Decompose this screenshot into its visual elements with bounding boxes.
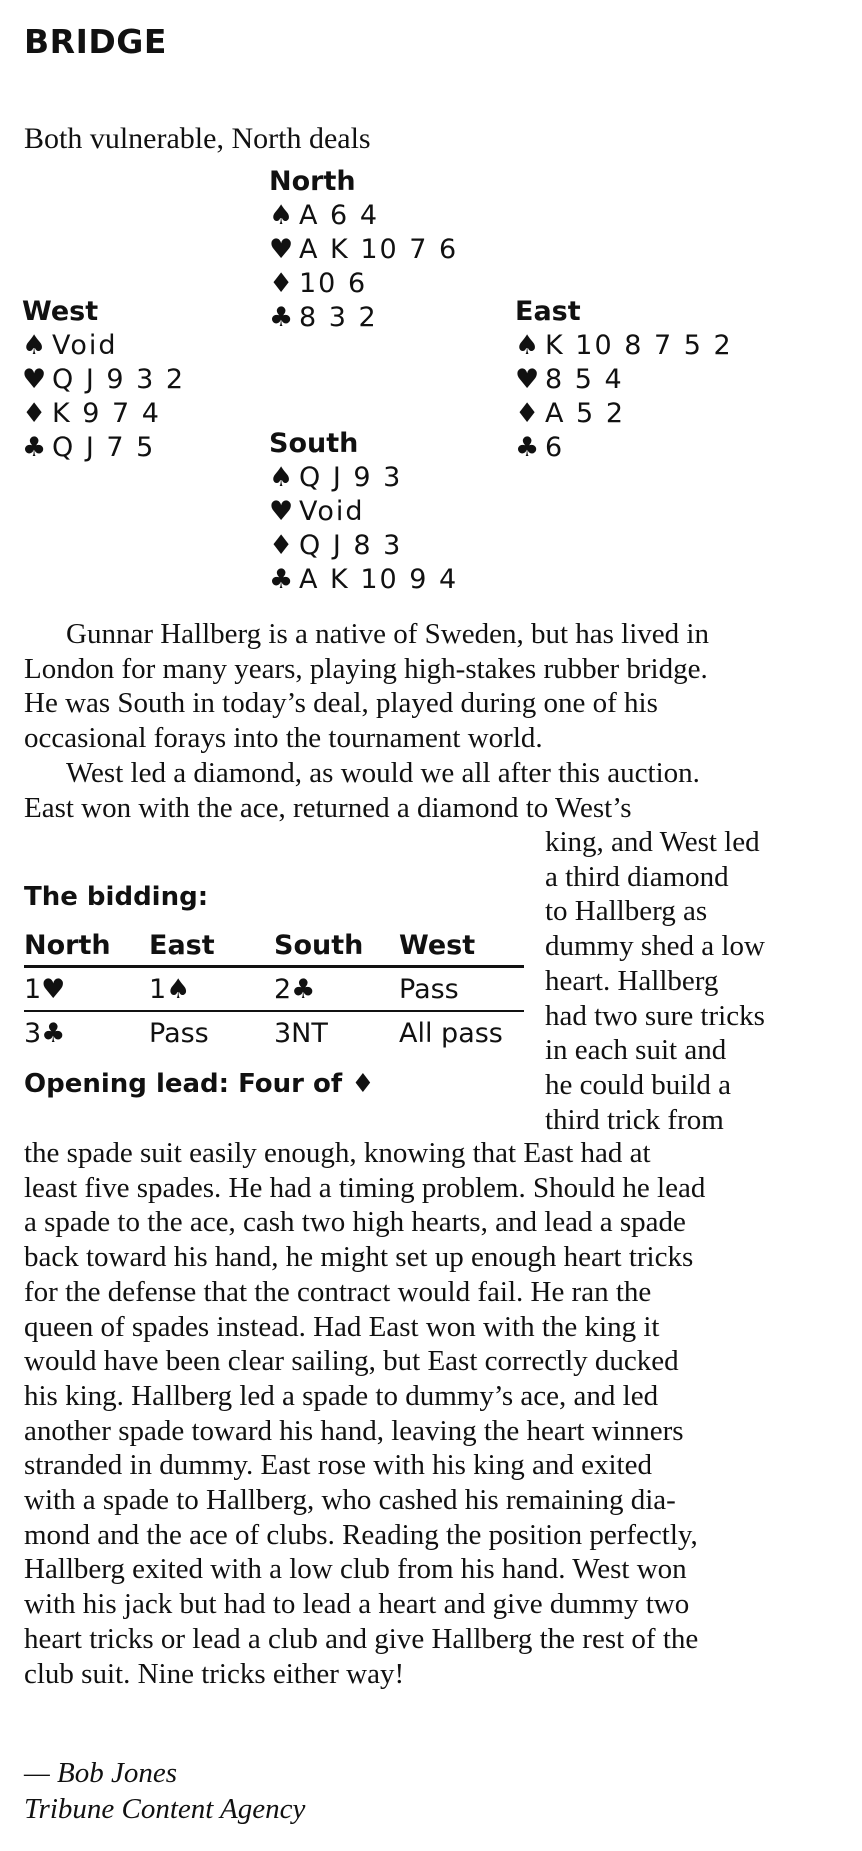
bid-cell: 2♣ xyxy=(274,967,399,1012)
bidding-header: South xyxy=(274,925,399,967)
byline-author: — Bob Jones xyxy=(24,1757,178,1789)
bidding-header: East xyxy=(149,925,274,967)
hand-name-north: North xyxy=(269,166,356,197)
story-continuation xyxy=(24,1136,705,1691)
opening-lead: Opening lead: Four of ♦ xyxy=(24,1069,375,1099)
east-hand xyxy=(515,295,733,465)
text-line: occasional forays into the tournament world. xyxy=(24,722,543,755)
story-wrap-column xyxy=(545,825,765,1137)
text-line: a third diamond xyxy=(545,860,729,893)
text-line: his king. Hallberg led a spade to dummy’s ace, and led xyxy=(24,1379,659,1412)
text-line: king, and West led xyxy=(545,826,760,858)
text-line: would have been clear sailing, but East correctly ducked xyxy=(24,1345,679,1378)
bid-cell: 3NT xyxy=(274,1017,328,1049)
text-line: dummy shed a low xyxy=(545,930,765,963)
bid-cell: Pass xyxy=(399,967,524,1012)
south-hearts: Void xyxy=(299,496,365,527)
text-line: he could build a xyxy=(545,1068,732,1101)
bid-cell: 3♣ xyxy=(24,1017,66,1049)
bid-cell: Pass xyxy=(149,1017,209,1049)
north-hand xyxy=(269,165,458,335)
text-line: heart tricks or lead a club and give Hallberg the rest of the xyxy=(24,1622,699,1655)
text-line: with his jack but had to lead a heart and give dummy two xyxy=(24,1588,690,1621)
south-clubs: A K 10 9 4 xyxy=(299,564,459,595)
bidding-header: West xyxy=(399,925,524,967)
club-icon: ♣ xyxy=(22,432,47,463)
story-paragraph-1 xyxy=(24,617,709,756)
text-line: queen of spades instead. Had East won with the king it xyxy=(24,1310,660,1343)
north-spades: A 6 4 xyxy=(299,200,379,231)
hand-name-west: West xyxy=(22,296,99,327)
vulnerability-line: Both vulnerable, North deals xyxy=(24,122,371,155)
spade-icon: ♠ xyxy=(269,462,294,493)
bidding-title: The bidding: xyxy=(24,882,209,912)
text-line: back toward his hand, he might set up enough heart tricks xyxy=(24,1241,694,1274)
club-icon: ♣ xyxy=(269,302,294,333)
text-line: heart. Hallberg xyxy=(545,964,719,997)
heart-icon: ♥ xyxy=(269,496,294,527)
text-line: the spade suit easily enough, knowing that East had at xyxy=(24,1137,651,1169)
diamond-icon: ♦ xyxy=(515,398,540,429)
east-diamonds: A 5 2 xyxy=(545,398,625,429)
north-diamonds: 10 6 xyxy=(299,268,368,299)
bidding-table xyxy=(24,925,524,1054)
diamond-icon: ♦ xyxy=(22,398,47,429)
byline xyxy=(24,1755,305,1827)
text-line: club suit. Nine tricks either way! xyxy=(24,1657,405,1690)
text-line: Hallberg exited with a low club from his hand. West won xyxy=(24,1553,687,1586)
column-title: BRIDGE xyxy=(24,22,167,61)
west-hand xyxy=(22,295,185,465)
text-line: mond and the ace of clubs. Reading the position perfectly, xyxy=(24,1518,698,1551)
west-diamonds: K 9 7 4 xyxy=(52,398,161,429)
west-clubs: Q J 7 5 xyxy=(52,432,156,463)
text-line: to Hallberg as xyxy=(545,895,708,928)
byline-agency: Tribune Content Agency xyxy=(24,1793,306,1825)
heart-icon: ♥ xyxy=(515,364,540,395)
text-line: in each suit and xyxy=(545,1034,727,1067)
text-line: East won with the ace, returned a diamond to West’s xyxy=(24,791,632,824)
text-line: another spade toward his hand, leaving the heart winners xyxy=(24,1414,684,1447)
heart-icon: ♥ xyxy=(269,234,294,265)
diamond-icon: ♦ xyxy=(269,268,294,299)
text-line: stranded in dummy. East rose with his king and exited xyxy=(24,1449,652,1482)
south-hand xyxy=(269,427,458,597)
text-line: third trick from xyxy=(545,1103,724,1136)
west-hearts: Q J 9 3 2 xyxy=(52,364,186,395)
bid-cell: 1♥ xyxy=(24,967,149,1012)
west-spades: Void xyxy=(52,330,118,361)
club-icon: ♣ xyxy=(515,432,540,463)
south-spades: Q J 9 3 xyxy=(299,462,403,493)
club-icon: ♣ xyxy=(269,564,294,595)
bidding-header: North xyxy=(24,925,149,967)
story-paragraph-2 xyxy=(24,756,700,825)
north-clubs: 8 3 2 xyxy=(299,302,378,333)
text-line: Gunnar Hallberg is a native of Sweden, but has lived in xyxy=(66,618,709,650)
heart-icon: ♥ xyxy=(22,364,47,395)
text-line: had two sure tricks xyxy=(545,999,765,1032)
bidding-row xyxy=(24,1011,524,1054)
text-line: He was South in today’s deal, played during one of his xyxy=(24,687,658,720)
bidding-header-row xyxy=(24,925,524,967)
south-diamonds: Q J 8 3 xyxy=(299,530,403,561)
text-line: London for many years, playing high-stakes rubber bridge. xyxy=(24,652,708,685)
text-line: for the defense that the contract would fail. He ran the xyxy=(24,1275,652,1308)
text-line: least five spades. He had a timing problem. Should he lead xyxy=(24,1171,706,1204)
diamond-icon: ♦ xyxy=(269,530,294,561)
bid-cell: All pass xyxy=(399,1017,503,1049)
hand-name-south: South xyxy=(269,428,359,459)
text-line: with a spade to Hallberg, who cashed his remaining dia- xyxy=(24,1484,676,1517)
bid-cell: 1♠ xyxy=(149,967,274,1012)
bidding-row xyxy=(24,967,524,1012)
east-clubs: 6 xyxy=(545,432,565,463)
east-spades: K 10 8 7 5 2 xyxy=(545,330,733,361)
hand-name-east: East xyxy=(515,296,581,327)
text-line: a spade to the ace, cash two high hearts, and lead a spade xyxy=(24,1206,686,1239)
spade-icon: ♠ xyxy=(22,330,47,361)
spade-icon: ♠ xyxy=(269,200,294,231)
north-hearts: A K 10 7 6 xyxy=(299,234,459,265)
east-hearts: 8 5 4 xyxy=(545,364,624,395)
spade-icon: ♠ xyxy=(515,330,540,361)
text-line: West led a diamond, as would we all after this auction. xyxy=(66,757,700,789)
